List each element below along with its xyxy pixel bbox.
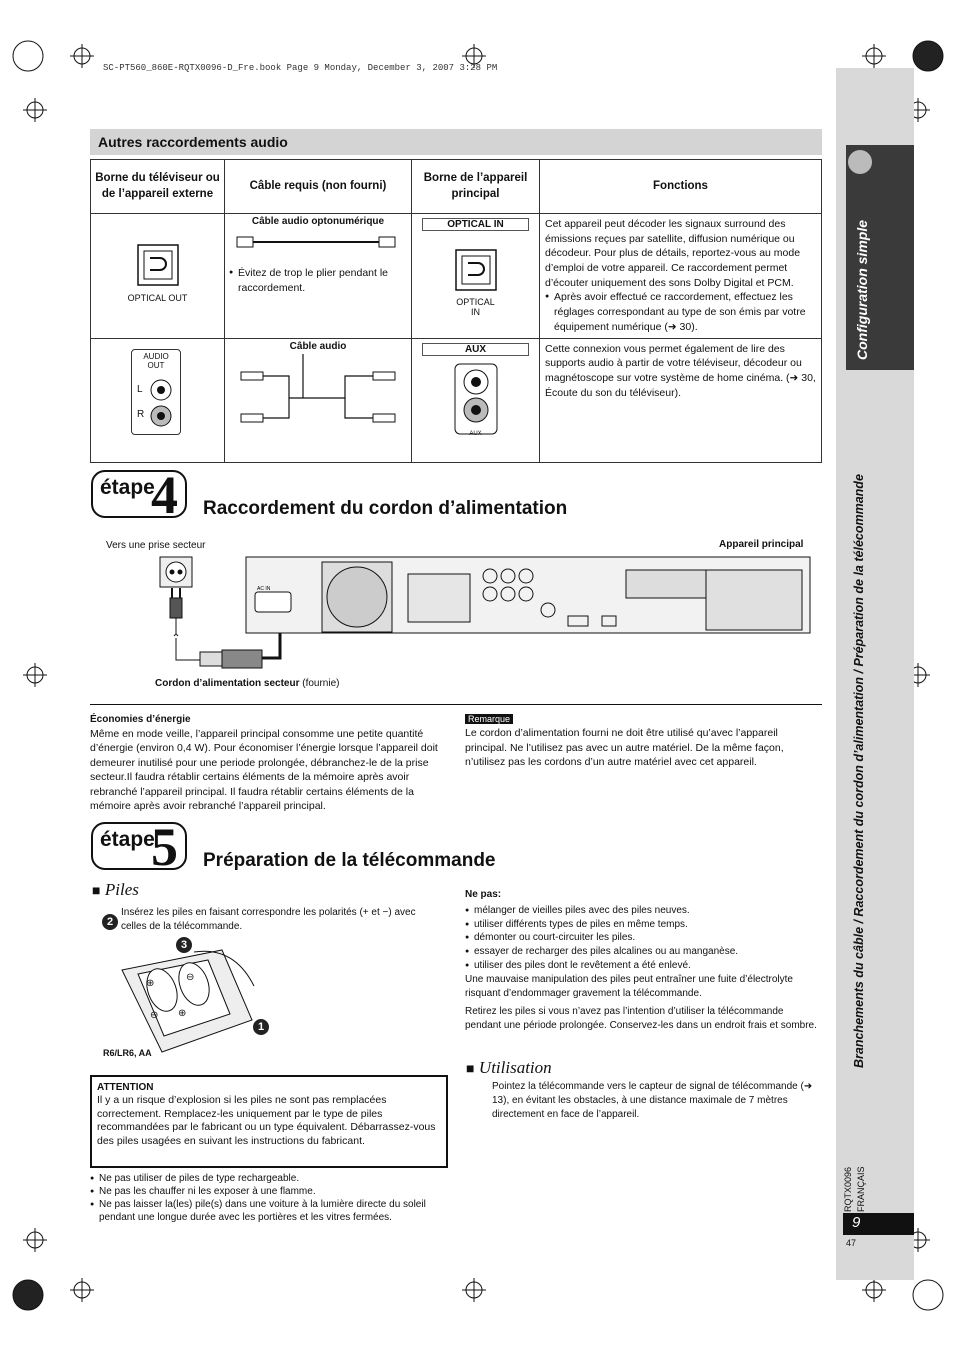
removal-text: Retirez les piles si vous n’avez pas l’intention d’utiliser la télécommande pendant une période prolongée. Conservez-les dans un endroit frais et sombre. bbox=[465, 1006, 817, 1032]
doc-code: RQTX0096 bbox=[843, 1166, 853, 1212]
step-4-word: étape bbox=[100, 476, 155, 499]
svg-text:⊕: ⊕ bbox=[178, 1008, 187, 1019]
optical-cable-icon bbox=[229, 227, 407, 257]
table-header-row bbox=[91, 160, 822, 214]
power-connection-diagram bbox=[150, 552, 820, 677]
rca-jack-icon bbox=[148, 377, 174, 429]
cell-audio-out bbox=[91, 338, 225, 462]
optical-cable-title: Câble audio optonumérique bbox=[251, 216, 385, 227]
remark-tag: Remarque bbox=[465, 714, 513, 724]
list-item: ● démonter ou court-circuiter les piles. bbox=[465, 931, 820, 945]
step-mark-1: 1 bbox=[253, 1017, 269, 1035]
optical-out-label: OPTICAL OUT bbox=[127, 293, 188, 303]
energy-saving-title: Économies d’énergie bbox=[90, 714, 191, 725]
list-item: ● Ne pas utiliser de piles de type rechargeable. bbox=[90, 1172, 445, 1185]
audio-out-label: AUDIO OUT bbox=[143, 351, 169, 370]
ne-pas-block bbox=[465, 888, 820, 1033]
optical-in-tag: OPTICAL IN bbox=[422, 218, 529, 231]
col-header-functions: Fonctions bbox=[540, 160, 822, 214]
col-header-cable: Câble requis (non fourni) bbox=[225, 160, 412, 214]
list-item: ● utiliser différents types de piles en même temps. bbox=[465, 918, 820, 932]
list-item: ● mélanger de vieilles piles avec des piles neuves. bbox=[465, 904, 820, 918]
step-4-title: Raccordement du cordon d’alimentation bbox=[203, 498, 568, 519]
ac-in-label: AC IN bbox=[257, 586, 271, 592]
sidebar-tab-label: Configuration simple bbox=[854, 220, 870, 360]
utilisation-heading-text: Utilisation bbox=[478, 1058, 552, 1077]
svg-text:⊖: ⊖ bbox=[186, 972, 195, 983]
cell-aux-function: Cette connexion vous permet également de lire des supports audio à partir de votre téléviseur, décodeur ou magnétoscope sur votre système de home cinéma. (➜ 30, Écoute du son du téléviseur). bbox=[540, 338, 822, 462]
battery-type-label: R6/LR6, AA bbox=[103, 1048, 152, 1058]
remark-block bbox=[465, 712, 820, 770]
utilisation-heading bbox=[466, 1058, 552, 1078]
cell-audio-cable bbox=[225, 338, 412, 462]
list-item: ● Ne pas laisser la(les) pile(s) dans une voiture à la lumière directe du soleil pendant une longue durée avec les portières et les vitres fermées. bbox=[90, 1198, 445, 1224]
list-item: ● essayer de recharger des piles alcalines ou au manganèse. bbox=[465, 945, 820, 959]
cell-optical-cable bbox=[225, 214, 412, 339]
utilisation-text: Pointez la télécommande vers le capteur de signal de télécommande (➜ 13), en évitant les obstacles, à une distance maximale de 7 mètres directement en face de l’appareil. bbox=[492, 1081, 813, 1120]
optical-function-bullet: ● Après avoir effectué ce raccordement, effectuez les réglages correspondant au type de son émis par votre équipement numérique (➜ 30). bbox=[545, 290, 816, 334]
piles-instruction: Insérez les piles en faisant correspondre les polarités (+ et −) avec celles de la télécommande. bbox=[121, 907, 416, 932]
aux-tag: AUX bbox=[422, 343, 529, 356]
piles-heading bbox=[92, 880, 139, 900]
section-divider bbox=[90, 704, 822, 705]
attention-title: ATTENTION bbox=[97, 1082, 154, 1093]
unit-label: Appareil principal bbox=[719, 539, 804, 550]
tab-icon bbox=[848, 150, 872, 174]
step-mark-3: 3 bbox=[176, 935, 192, 953]
ne-pas-title: Ne pas: bbox=[465, 889, 502, 900]
list-item: ● Ne pas les chauffer ni les exposer à une flamme. bbox=[90, 1185, 445, 1198]
connections-table bbox=[90, 159, 822, 463]
optical-in-label: OPTICAL IN bbox=[456, 297, 495, 317]
cell-optical-out bbox=[91, 214, 225, 339]
square-bullet-icon: ■ bbox=[466, 1060, 475, 1076]
audio-cable-title: Câble audio bbox=[289, 340, 347, 352]
audio-cable-icon bbox=[229, 352, 407, 432]
section-title: Autres raccordements audio bbox=[90, 129, 822, 155]
attention-box bbox=[90, 1075, 448, 1168]
audio-out-l-label: L bbox=[137, 383, 143, 395]
remote-battery-illustration bbox=[112, 940, 262, 1060]
battery-warnings-list bbox=[90, 1172, 445, 1224]
page-number: 9 bbox=[852, 1214, 861, 1231]
attention-text: Il y a un risque d’explosion si les piles ne sont pas remplacées correctement. Remplacez-les uniquement par le type de piles recommandées par le fabricant ou un type équivalent. Débarrassez-vous des piles usagées en suivant les instructions du fabricant. bbox=[97, 1094, 436, 1147]
step-4-number: 4 bbox=[151, 465, 178, 525]
table-row bbox=[91, 214, 822, 339]
remark-text: Le cordon d’alimentation fourni ne doit être utilisé qu’avec l’appareil principal. Ne l’utilisez pas avec un autre matériel. De la même façon, n’utilisez pas les cordons d’un autre matériel avec cet appareil. bbox=[465, 727, 784, 769]
energy-saving-text: Même en mode veille, l’appareil principal consomme une petite quantité d’énergie (environ 0,4 W). Pour économiser l’énergie lorsque l’appareil doit demeurer inutilisé pour une periode prolongée, débranchez-le de la prise secteur.Il faudra rétablir certains éléments de la mémoire après avoir rebranché l’appareil principal. Il faudra rétablir certains éléments de la mémoire après avoir rebranché l’appareil principal. bbox=[90, 727, 438, 813]
optical-port-icon bbox=[451, 245, 501, 295]
optical-function-text: Cet appareil peut décoder les signaux surround des émissions reçues par satellite, diffusion numérique ou décodeur. Pour plus de détails, reportez-vous au mode d’emploi de votre appareil. Ce raccordement permet d’écouter uniquement des sons Dolby Digital et PCM. bbox=[545, 218, 801, 289]
piles-heading-text: Piles bbox=[104, 880, 139, 899]
step-5-badge bbox=[91, 817, 187, 877]
aux-jack-icon bbox=[451, 362, 501, 438]
cord-label bbox=[155, 677, 340, 691]
audio-out-r-label: R bbox=[137, 408, 145, 420]
cord-label-suffix: (fournie) bbox=[302, 678, 340, 689]
step-5-number: 5 bbox=[151, 817, 178, 877]
square-bullet-icon: ■ bbox=[92, 882, 101, 898]
energy-saving-block bbox=[90, 713, 445, 814]
step-5-word: étape bbox=[100, 828, 155, 851]
aux-label: AUX bbox=[469, 430, 482, 437]
file-header: SC-PT560_860E-RQTX0096-D_Fre.book Page 9 Monday, December 3, 2007 3:28 PM bbox=[103, 63, 498, 73]
cell-aux bbox=[412, 338, 540, 462]
outlet-label: Vers une prise secteur bbox=[106, 540, 206, 551]
page-sub-number: 47 bbox=[846, 1238, 857, 1248]
svg-text:⊖: ⊖ bbox=[150, 1010, 159, 1021]
cell-optical-function bbox=[540, 214, 822, 339]
sidebar-long-title: Branchements du câble / Raccordement du cordon d’alimentation / Préparation de la télécommande bbox=[852, 474, 866, 1068]
table-row bbox=[91, 338, 822, 462]
col-header-terminal: Borne de l’appareil principal bbox=[412, 160, 540, 214]
step-5-title: Préparation de la télécommande bbox=[203, 850, 496, 871]
col-header-external: Borne du téléviseur ou de l’appareil externe bbox=[91, 160, 225, 214]
list-item: ● utiliser des piles dont le revêtement a été enlevé. bbox=[465, 959, 820, 973]
mishandling-text: Une mauvaise manipulation des piles peut entraîner une fuite d’électrolyte risquant d’endommager gravement la télécommande. bbox=[465, 973, 793, 999]
cord-label-main: Cordon d’alimentation secteur bbox=[155, 678, 300, 689]
optical-port-icon bbox=[133, 240, 183, 290]
language-label: FRANÇAIS bbox=[856, 1166, 866, 1212]
optical-cable-note: ● Évitez de trop le plier pendant le raccordement. bbox=[229, 266, 407, 295]
cell-optical-in bbox=[412, 214, 540, 339]
step-mark-2: 2 bbox=[102, 912, 118, 930]
step-4-badge bbox=[91, 465, 187, 525]
svg-text:⊕: ⊕ bbox=[146, 978, 155, 989]
